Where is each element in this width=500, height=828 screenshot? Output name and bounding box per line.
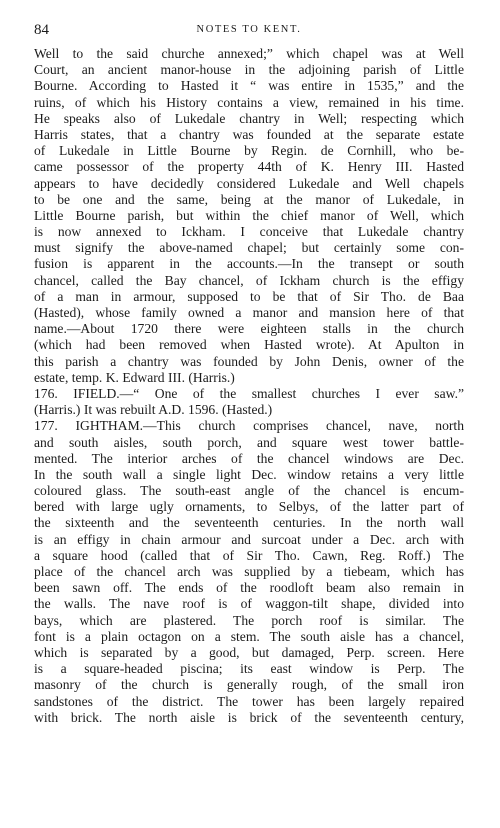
entry-177-line: 177. IGHTHAM.—This church comprises chancel, nave, north bbox=[34, 418, 464, 434]
running-head bbox=[34, 22, 464, 42]
text-line: In the south wall a single light Dec. window retains a very little bbox=[34, 466, 464, 482]
book-page bbox=[34, 22, 464, 726]
text-line: to be one and the same, being at the manor of Lukedale, in bbox=[34, 191, 464, 207]
text-line: sandstones of the district. The tower has been largely repaired bbox=[34, 693, 464, 709]
entry-176-line: (Harris.) It was rebuilt A.D. 1596. (Hasted.) bbox=[34, 402, 273, 418]
body-text bbox=[34, 46, 464, 726]
text-line: estate, temp. K. Edward III. (Harris.) bbox=[34, 369, 235, 385]
text-line: coloured glass. The south-east angle of the chancel is encum- bbox=[34, 483, 464, 499]
text-line: been sawn off. The ends of the roodloft beam also remain in bbox=[34, 580, 464, 596]
text-line: which is separated by a good, but damaged, Perp. screen. Here bbox=[34, 644, 464, 660]
text-line: of Lukedale in Little Bourne by Regin. de Cornhill, who be- bbox=[34, 143, 464, 159]
text-line: bered with large ugly ornaments, to Selbys, of the latter part of bbox=[34, 499, 464, 515]
text-line: masonry of the church is generally rough, of the small iron bbox=[34, 677, 464, 693]
text-line: and south aisles, south porch, and square west tower battle- bbox=[34, 434, 464, 450]
text-line: font is a plain octagon on a stem. The south aisle has a chancel, bbox=[34, 628, 464, 644]
text-line: Bourne. According to Hasted it “ was entire in 1535,” and the bbox=[34, 78, 464, 94]
text-line: must signify the above-named chapel; but certainly some con- bbox=[34, 240, 464, 256]
text-line: Well to the said churche annexed;” which chapel was at Well bbox=[34, 46, 464, 61]
entry-176-line: 176. IFIELD.—“ One of the smallest churches I ever saw.” bbox=[34, 385, 464, 401]
text-line: with brick. The north aisle is brick of the seventeenth century, bbox=[34, 709, 464, 725]
page-number: 84 bbox=[34, 22, 49, 38]
text-line: a square hood (called that of Sir Tho. Cawn, Reg. Roff.) The bbox=[34, 547, 464, 563]
text-line: of a man in armour, supposed to be that of Sir Tho. de Baa bbox=[34, 288, 464, 304]
text-line: place of the chancel arch was supplied by a tiebeam, which has bbox=[34, 564, 464, 579]
text-line: ruins, of which his History contains a view, remained in his time. bbox=[34, 94, 464, 110]
text-line: Harris states, that a chantry was founded at the separate estate bbox=[34, 126, 464, 142]
text-line: name.—About 1720 there were eighteen stalls in the church bbox=[34, 321, 464, 337]
text-line: bays, which are plastered. The porch roof is similar. The bbox=[34, 612, 464, 628]
text-line: Little Bourne parish, but within the chief manor of Well, which bbox=[34, 207, 464, 223]
text-line: fusion is apparent in the accounts.—In the transept or south bbox=[34, 256, 464, 272]
text-line: He speaks also of Lukedale chantry in Well; respecting which bbox=[34, 110, 464, 126]
text-line: is an effigy in chain armour and surcoat under a Dec. arch with bbox=[34, 531, 464, 547]
text-line: (which had been removed when Hasted wrote). At Apulton in bbox=[34, 337, 464, 353]
text-line: the sixteenth and the seventeenth centuries. In the north wall bbox=[34, 515, 464, 531]
text-line: Court, an ancient manor-house in the adjoining parish of Little bbox=[34, 62, 464, 78]
text-line: is now annexed to Ickham. I conceive that Lukedale chantry bbox=[34, 224, 464, 240]
text-line: the walls. The nave roof is of waggon-tilt shape, divided into bbox=[34, 596, 464, 612]
text-line: is a square-headed piscina; its east window is Perp. The bbox=[34, 661, 464, 677]
text-line: (Hasted), whose family owned a manor and mansion here of that bbox=[34, 305, 464, 320]
text-line: appears to have decidedly considered Lukedale and Well chapels bbox=[34, 175, 464, 191]
running-title: NOTES TO KENT. bbox=[196, 24, 302, 35]
text-line: chancel, called the Bay chancel, of Ickham church is the effigy bbox=[34, 272, 464, 288]
text-line: mented. The interior arches of the chancel windows are Dec. bbox=[34, 450, 464, 466]
text-line: this parish a chantry was founded by John Denis, owner of the bbox=[34, 353, 464, 369]
text-line: came possessor of the property 44th of K. Henry III. Hasted bbox=[34, 159, 464, 175]
